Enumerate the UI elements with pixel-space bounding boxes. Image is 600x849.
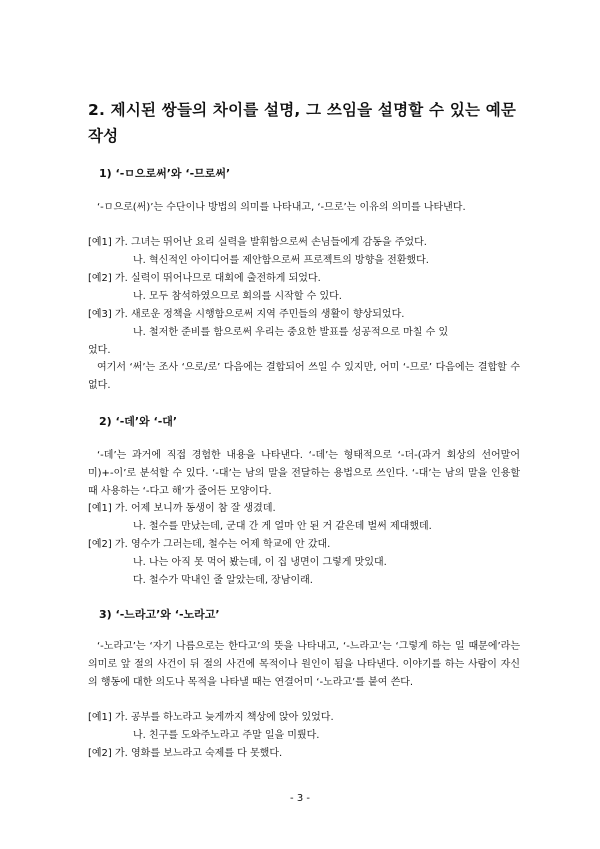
section-1-example-1a: [예1] 가. 그녀는 뛰어난 요리 실력을 발휘함으로써 손님들에게 감동을 주었다. [88,237,427,248]
section-2-example-1a: [예1] 가. 어제 보니까 동생이 참 잘 생겼데. [88,503,276,514]
section-1-example-3a: [예3] 가. 새로운 정책을 시행함으로써 지역 주민들의 생활이 향상되었다. [88,309,405,320]
section-2-example-2b: 나. 나는 아직 못 먹어 봤는데, 이 집 냉면이 그렇게 맛있대. [133,557,387,568]
section-1-example-3c: 었다. [88,345,111,356]
page-number: - 3 - [290,793,310,804]
page-title: 2. 제시된 쌍들의 차이를 설명, 그 쓰임을 설명할 수 있는 예문 작성 [88,101,517,145]
section-1-paragraph: ‘-ㅁ으로(써)’는 수단이나 방법의 의미를 나타내고, ‘-므로’는 이유의 의미를 나타낸다. [97,202,466,213]
section-2-paragraph: ‘-데’는 과거에 직접 경험한 내용을 나타낸다. ‘-데’는 형태적으로 ‘-더-(과거 회상의 선어말어미)+-이’로 분석할 수 있다. ‘-대’는 남의 말을 전달하는 용법으로 쓰인다. ‘-대’는 남의 말을 인용할 때 사용하는 ‘-다고 해’가 줄어든 모양이다. [88,450,520,497]
section-1-example-2a: [예2] 가. 실력이 뛰어나므로 대회에 출전하게 되었다. [88,273,321,284]
section-3-heading: 3) ‘-느라고’와 ‘-노라고’ [99,608,220,621]
section-1-example-2b: 나. 모두 참석하였으므로 회의를 시작할 수 있다. [133,291,342,302]
section-1-example-3b: 나. 철저한 준비를 함으로써 우리는 중요한 발표를 성공적으로 마칠 수 있 [133,327,449,338]
section-1-example-1b: 나. 혁신적인 아이디어를 제안함으로써 프로젝트의 방향을 전환했다. [133,255,429,266]
section-1-heading: 1) ‘-ㅁ으로써’와 ‘-므로써’ [99,167,231,180]
section-2-example-2a: [예2] 가. 영수가 그러는데, 철수는 어제 학교에 안 갔대. [88,539,331,550]
section-3-paragraph: ‘-노라고’는 ‘자기 나름으로는 한다고’의 뜻을 나타내고, ‘-느라고’는 ‘그렇게 하는 일 때문에’라는 의미로 앞 절의 사건이 뒤 절의 사건에 목적이나 원인이 됨을 나타낸다. 이야기를 하는 사람이 자신의 행동에 대한 의도나 목적을 나타낼 때는 연결어미 ‘-노라고’를 붙여 쓴다. [88,641,520,688]
section-2-example-2c: 다. 철수가 막내인 줄 알았는데, 장남이래. [133,575,313,586]
section-2-heading: 2) ‘-데’와 ‘-대’ [99,415,178,428]
section-3-example-1a: [예1] 가. 공부를 하노라고 늦게까지 책상에 앉아 있었다. [88,712,334,723]
section-1-note: 여기서 ‘써’는 조사 ‘으로/로’ 다음에는 결합되어 쓰일 수 있지만, 어미 ‘-므로’ 다음에는 결합할 수 없다. [88,362,520,391]
section-3-example-1b: 나. 친구를 도와주노라고 주말 일을 미뤘다. [133,730,320,741]
section-2-example-1b: 나. 철수를 만났는데, 군대 간 게 얼마 안 된 거 같은데 벌써 제대했데. [133,521,432,532]
section-3-example-2a: [예2] 가. 영화를 보느라고 숙제를 다 못했다. [88,748,283,759]
